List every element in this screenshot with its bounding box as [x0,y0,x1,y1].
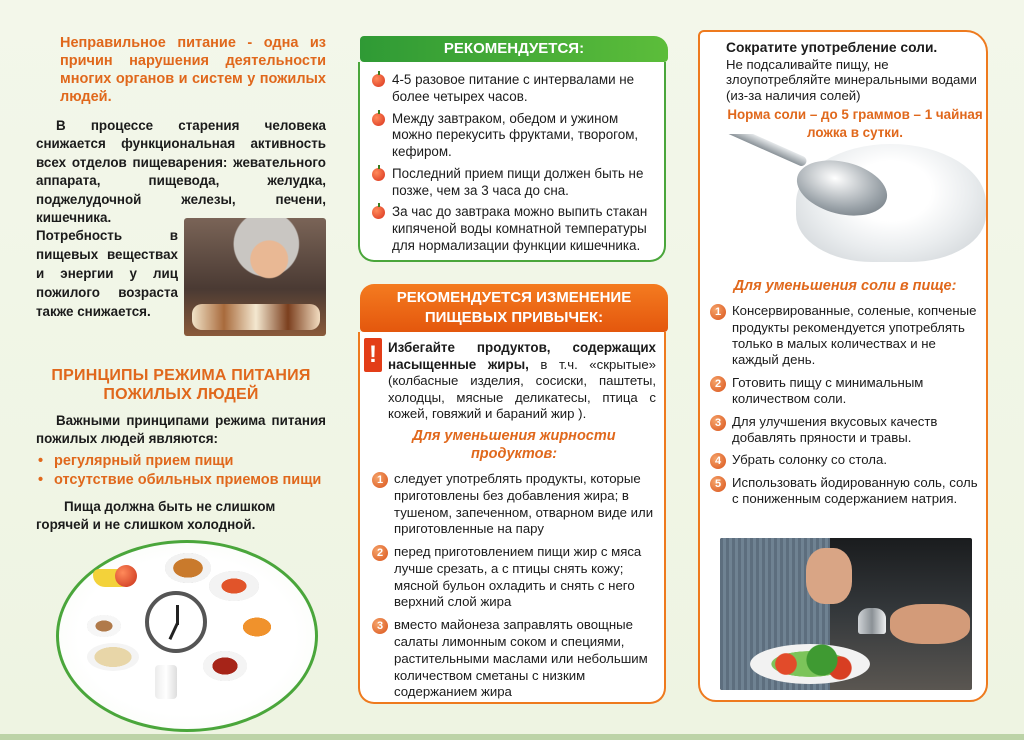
apple-bullet-icon [372,168,385,181]
raised-hand-image [806,548,852,604]
hand-holding-shaker-image [890,604,970,644]
soup-bowl-icon [165,553,211,583]
salt-tip-item: 4 Убрать солонку со стола. [710,452,980,468]
column-salt [690,0,1024,740]
intro-lead: Неправильное питание - одна из причин нарушения деятельности многих органов и систем у пожилых людей. [60,35,326,106]
number-badge-icon: 5 [710,476,726,492]
salt-tip-item: 5 Использовать йодированную соль, соль с пониженным содержанием натрия. [710,475,980,508]
number-badge-icon: 2 [710,376,726,392]
spoon-handle-image [700,134,808,168]
porridge-icon [87,643,139,671]
food-temperature-text: Пища должна быть не слишком горячей и не слишком холодной. [36,498,276,532]
principle-item: • регулярный прием пищи [36,452,326,471]
principles-title: ПРИНЦИПЫ РЕЖИМА ПИТАНИЯ ПОЖИЛЫХ ЛЮДЕЙ [51,366,311,403]
recommended-item: 4-5 разовое питание с интервалами не более четырех часов. [372,72,654,106]
number-badge-icon: 3 [372,618,388,634]
number-badge-icon: 3 [710,415,726,431]
milk-glass-icon [155,665,177,699]
recommended-item: Последний прием пищи должен быть не позже, чем за 3 часа до сна. [372,166,654,200]
recommended-item: Между завтраком, обедом и ужином можно перекусить фруктами, творогом, кефиром. [372,111,654,161]
salt-shaker-image [858,608,886,634]
recommended-item: За час до завтрака можно выпить стакан кипяченой воды комнатной температуры для нормализации функции кишечника. [372,204,654,254]
salt-title: Сократите употребление соли. [726,40,938,55]
fat-tip-item: 3 вместо майонеза заправлять овощные салаты лимонным соком и специями, растительными маслами или небольшим количеством сметаны с низким содержанием жира [372,617,656,701]
salt-tip-item: 3 Для улучшения вкусовых качеств добавлять пряности и травы. [710,414,980,447]
salad-plate-image [750,644,870,684]
number-badge-icon: 1 [710,304,726,320]
habits-box [358,332,666,704]
apple-bullet-icon [372,74,385,87]
number-badge-icon: 4 [710,453,726,469]
principles-list [36,452,326,490]
habits-banner [360,284,668,332]
salt-tip-item: 2 Готовить пищу с минимальным количеством соли. [710,375,980,408]
bottom-border [0,734,1024,740]
elderly-woman-eating-photo [184,218,326,336]
habits-title-line2: ПИЩЕВЫХ ПРИВЫЧЕК: [424,309,604,326]
number-badge-icon: 1 [372,472,388,488]
column-recommendations [352,0,674,740]
avoid-fats-rest: в т.ч. «скрытые» (колбасные изделия, сосиски, паштеты, холодцы, мясные деликатесы, птица с кожей, говяжий и бараний жир ). [388,356,656,421]
cakes-illustration [192,304,320,330]
fat-reduction-title: Для уменьшения жирности продуктов: [412,428,616,462]
refusing-salt-photo [720,538,972,690]
apple-bullet-icon [372,113,385,126]
fat-tip-item: 1 следует употреблять продукты, которые приготовлены без добавления жира; в тушеном, запеченном, отварном виде или приготовленные на пару [372,471,656,538]
clock-icon [145,591,207,653]
avoid-fats-text [372,340,656,422]
principles-intro: Важными принципами режима питания пожилых людей являются: [36,412,326,446]
intro-body: В процессе старения человека снижается функциональная активность всех отделов пищеварения: жевательного аппарата, пищевода, желудка, поджелудочной железы, печени, кишечника. [36,117,326,225]
salt-tip-item: 1 Консервированные, соленые, копченые продукты рекомендуется употреблять только в малых количествах и не каждый день. [710,303,980,368]
apple-bullet-icon [372,206,385,219]
avoid-fats-bold: Избегайте продуктов, содержащих насыщенные жиры, [388,340,656,372]
habits-title-line1: РЕКОМЕНДУЕТСЯ ИЗМЕНЕНИЕ [396,289,632,306]
recommended-banner: РЕКОМЕНДУЕТСЯ: [360,36,668,62]
salt-norm: Норма соли – до 5 граммов – 1 чайная ложка в сутки. [727,107,983,140]
recommended-list [372,72,654,255]
fat-tip-item: 2 перед приготовлением пищи жир с мяса лучше срезать, а с птицы снять кожу; мясной бульон охладить и снять с него верхний слой жира [372,544,656,611]
recommended-box [358,62,666,262]
salt-header [726,40,984,141]
salt-tips-list [710,303,980,507]
apple-icon [115,565,137,587]
number-badge-icon: 2 [372,545,388,561]
dish-icon [209,571,259,601]
fat-tips-list [372,471,656,701]
intro-need-text: Потребность в пищевых веществах и энергии у лиц пожилого возраста также снижается. [36,227,178,319]
warning-exclamation-icon: ! [364,338,382,372]
vegetable-dish-icon [203,651,247,681]
salt-text: Не подсаливайте пищу, не злоупотребляйте минеральными водами (из-за наличия солей) [726,56,977,104]
apricots-icon [239,615,275,639]
salt-spoon-photo [700,134,986,274]
cup-icon [87,615,121,637]
salt-tips-section [700,272,988,513]
intro-wrap [36,226,326,336]
salt-box [698,30,988,702]
principle-item: • отсутствие обильных приемов пищи [36,471,326,490]
salt-reduction-title: Для уменьшения соли в пище: [733,278,957,294]
meal-plate-illustration [56,540,318,732]
